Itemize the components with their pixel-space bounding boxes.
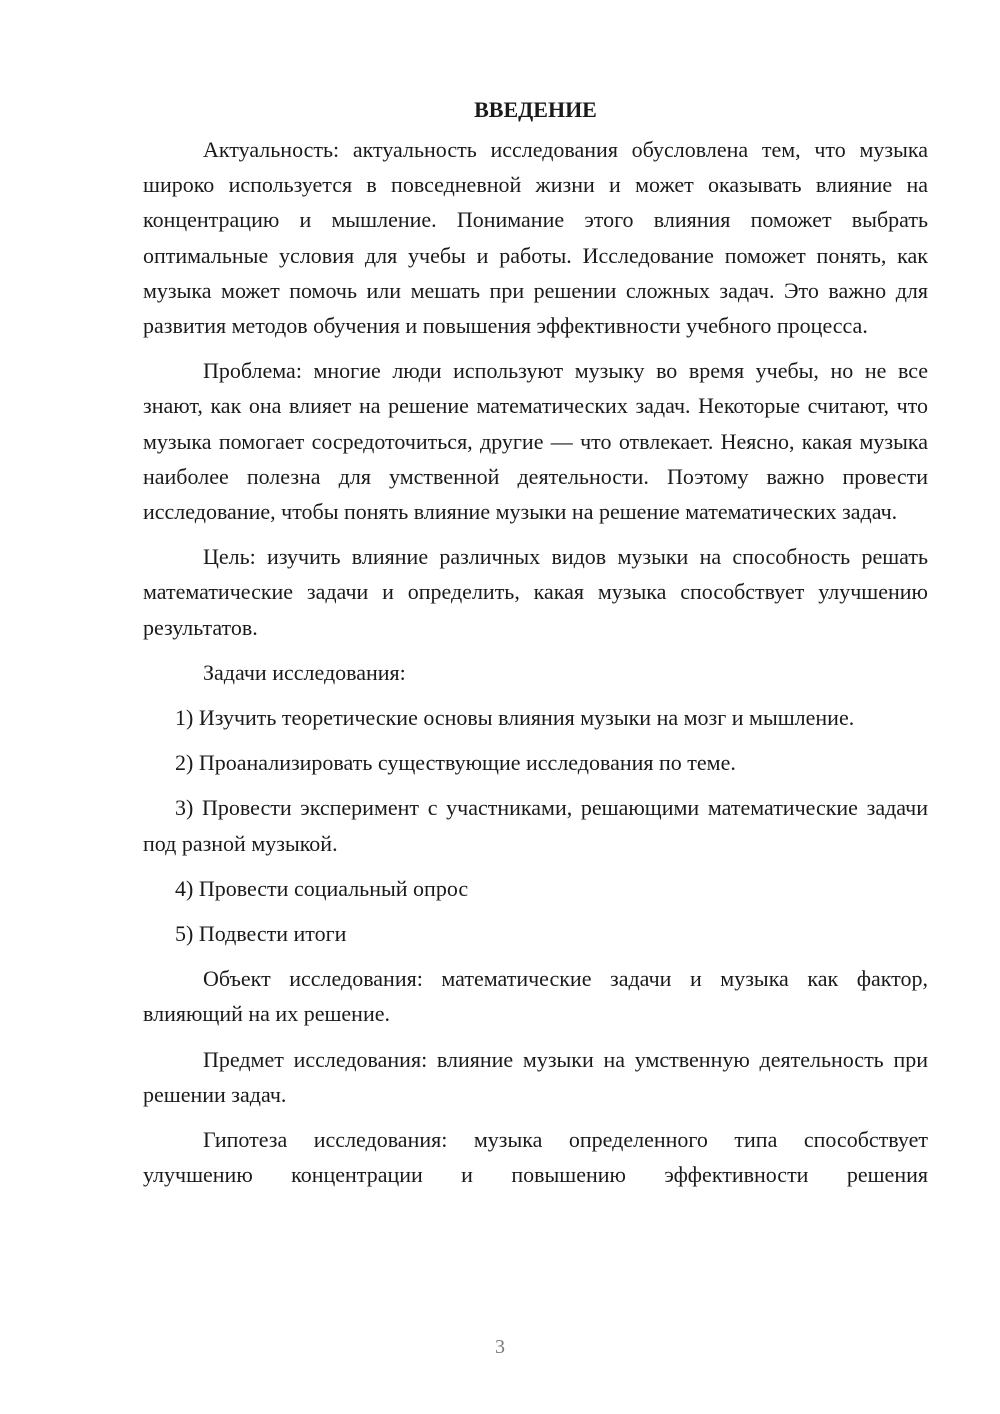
list-item: 2) Проанализировать существующие исследования по теме. bbox=[175, 750, 736, 776]
paragraph-hypothesis: Гипотеза исследования: музыка определенного типа способствует улучшению концентрации и повышению эффективности решения bbox=[143, 1127, 928, 1188]
tasks-title: Задачи исследования: bbox=[203, 659, 406, 685]
page-number: 3 bbox=[495, 1336, 505, 1358]
list-item: 1) Изучить теоретические основы влияния музыки на мозг и мышление. bbox=[175, 705, 855, 731]
list-item: 3) Провести эксперимент с участниками, решающими математические задачи под разной музыкой. bbox=[143, 795, 928, 856]
document-page bbox=[143, 92, 928, 1202]
paragraph-relevance: Актуальность: актуальность исследования обусловлена тем, что музыка широко используется в повседневной жизни и может оказывать влияние на концентрацию и мышление. Понимание этого влияния поможет выбрать оптимальные условия для учебы и работы. Исследование поможет понять, как музыка может помочь или мешать при решении сложных задач. Это важно для развития методов обучения и повышения эффективности учебного процесса. bbox=[143, 137, 928, 339]
list-item: 5) Подвести итоги bbox=[175, 921, 347, 947]
paragraph-object: Объект исследования: математические задачи и музыка как фактор, влияющий на их решение. bbox=[143, 966, 928, 1027]
page-title: ВВЕДЕНИЕ bbox=[474, 97, 597, 122]
list-item: 4) Провести социальный опрос bbox=[175, 875, 469, 901]
tasks-list bbox=[143, 700, 928, 951]
paragraph-problem: Проблема: многие люди используют музыку во время учебы, но не все знают, как она влияет на решение математических задач. Некоторые считают, что музыка помогает сосредоточиться, другие — что отвлекает. Неясно, какая музыка наиболее полезна для умственной деятельности. Поэтому важно провести исследование, чтобы понять влияние музыки на решение математических задач. bbox=[143, 358, 928, 525]
paragraph-goal: Цель: изучить влияние различных видов музыки на способность решать математические задачи и определить, какая музыка способствует улучшению результатов. bbox=[143, 544, 928, 640]
paragraph-subject: Предмет исследования: влияние музыки на умственную деятельность при решении задач. bbox=[143, 1046, 928, 1107]
